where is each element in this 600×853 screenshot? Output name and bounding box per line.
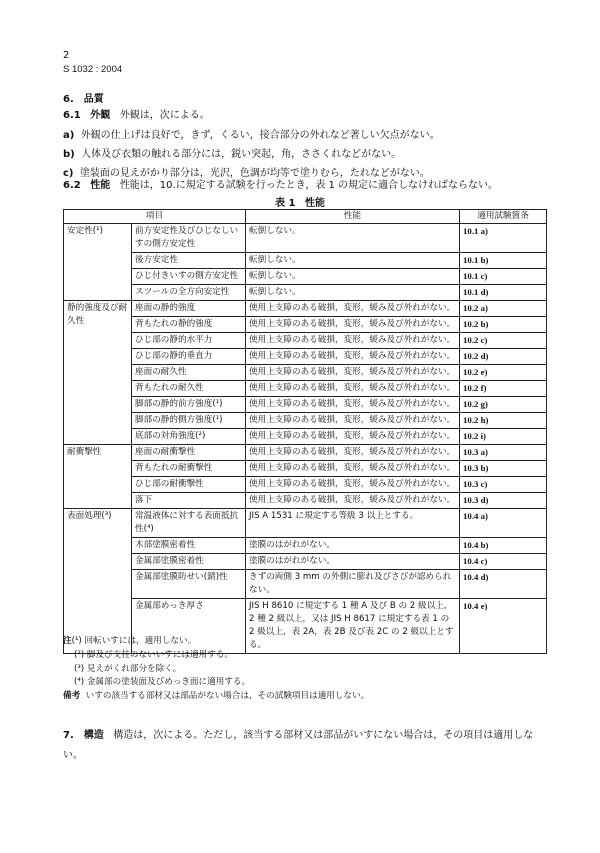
- performance-cell: JIS H 8610 に規定する 1 種 A 及び B の 2 級以上，2 種 2 級以上，又は JIS H 8617 に規定する表 1 の 2 級以上，表 2A，表 2B 及び表 2C の 2 級以上とする。: [246, 599, 460, 654]
- clause-cell: 10.4 d): [460, 570, 547, 599]
- item-cell: 脚部の静的前方強度(¹): [132, 397, 246, 413]
- item-cell: 後方安定性: [132, 253, 246, 269]
- performance-cell: 使用上支障のある破損，変形，緩み及び外れがない。: [246, 333, 460, 349]
- table-row: [64, 554, 547, 570]
- section-6-2-number: 6.2: [63, 180, 81, 191]
- clause-cell: 10.3 b): [460, 461, 547, 477]
- table-row: [64, 365, 547, 381]
- table-row: [64, 538, 547, 554]
- list-item-label: a): [63, 130, 75, 141]
- notes-label: 注: [63, 636, 72, 646]
- remark-line: [63, 690, 369, 704]
- performance-cell: 使用上支障のある破損，変形，緩み及び外れがない。: [246, 429, 460, 445]
- clause-cell: 10.2 d): [460, 349, 547, 365]
- category-cell: 安定性(¹): [64, 224, 132, 301]
- section-6-1-text: 外観は，次による。: [119, 110, 210, 121]
- performance-cell: 使用上支障のある破損，変形，緩み及び外れがない。: [246, 381, 460, 397]
- item-cell: 常温液体に対する表面抵抗性(⁴): [132, 509, 246, 538]
- table-row: [64, 224, 547, 253]
- performance-cell: JIS A 1531 に規定する等級 3 以上とする。: [246, 509, 460, 538]
- table-row: [64, 333, 547, 349]
- clause-cell: 10.3 d): [460, 493, 547, 509]
- table-row: [64, 445, 547, 461]
- performance-cell: 使用上支障のある破損，変形，緩み及び外れがない。: [246, 317, 460, 333]
- item-cell: 金属部塗膜密着性: [132, 554, 246, 570]
- category-cell: 耐衝撃性: [64, 445, 132, 509]
- clause-cell: 10.2 h): [460, 413, 547, 429]
- table-row: [64, 317, 547, 333]
- performance-cell: 転倒しない。: [246, 269, 460, 285]
- performance-cell: 転倒しない。: [246, 253, 460, 269]
- performance-cell: 塗膜のはがれがない。: [246, 538, 460, 554]
- item-cell: 座面の耐衝撃性: [132, 445, 246, 461]
- item-cell: 金属部塗膜防せい(錆)性: [132, 570, 246, 599]
- list-item-a: [63, 126, 440, 141]
- table-row: [64, 381, 547, 397]
- item-cell: スツールの全方向安定性: [132, 285, 246, 301]
- item-cell: 脚部の静的側方強度(¹): [132, 413, 246, 429]
- remark-label: 備考: [63, 691, 81, 702]
- table-row: [64, 413, 547, 429]
- category-cell: 静的強度及び耐久性: [64, 301, 132, 445]
- clause-cell: 10.3 c): [460, 477, 547, 493]
- item-cell: 木部塗膜密着性: [132, 538, 246, 554]
- performance-cell: 転倒しない。: [246, 224, 460, 253]
- clause-cell: 10.2 f): [460, 381, 547, 397]
- header-item: 項目: [64, 210, 246, 224]
- table-row: [64, 285, 547, 301]
- list-item-label: b): [63, 149, 75, 160]
- section-6-1-title: 外観: [90, 110, 111, 121]
- performance-cell: 使用上支障のある破損，変形，緩み及び外れがない。: [246, 477, 460, 493]
- table-row: [64, 253, 547, 269]
- note-text: (¹) 回転いすには，適用しない。: [71, 636, 197, 646]
- note-line: [63, 635, 369, 649]
- note-line: (³) 見えがくれ部分を除く。: [74, 663, 182, 674]
- list-item-text: 人体及び衣類の触れる部分には，鋭い突起，角，ささくれなどがない。: [81, 149, 402, 160]
- clause-cell: 10.4 e): [460, 599, 547, 654]
- table-row: [64, 397, 547, 413]
- section-6-2-text: 性能は，10.に規定する試験を行ったとき，表 1 の規定に適合しなければならない。: [119, 180, 499, 191]
- item-cell: 背もたれの耐久性: [132, 381, 246, 397]
- section-6-heading: 6. 品質: [63, 94, 104, 105]
- table-body: [64, 224, 547, 654]
- performance-cell: 使用上支障のある破損，変形，緩み及び外れがない。: [246, 397, 460, 413]
- performance-cell: きずの両側 3 mm の外側に膨れ及びさびが認められない。: [246, 570, 460, 599]
- performance-cell: 使用上支障のある破損，変形，緩み及び外れがない。: [246, 349, 460, 365]
- clause-cell: 10.1 a): [460, 224, 547, 253]
- remark-text: いすの該当する部材又は部品がない場合は，その試験項目は適用しない。: [85, 691, 370, 702]
- performance-cell: 使用上支障のある破損，変形，緩み及び外れがない。: [246, 301, 460, 317]
- list-item-text: 塗装面の見えがかり部分は，光沢，色調が均等で塗りむら，たれなどがない。: [79, 168, 430, 179]
- clause-cell: 10.1 b): [460, 253, 547, 269]
- item-cell: 落下: [132, 493, 246, 509]
- item-cell: ひじ部の静的垂直力: [132, 349, 246, 365]
- clause-cell: 10.1 c): [460, 269, 547, 285]
- item-cell: 背もたれの耐衝撃性: [132, 461, 246, 477]
- notes-block: [63, 635, 369, 704]
- table-row: [64, 461, 547, 477]
- section-6-2: [63, 176, 498, 191]
- clause-cell: 10.2 i): [460, 429, 547, 445]
- clause-cell: 10.2 c): [460, 333, 547, 349]
- section-6-1-number: 6.1: [63, 110, 81, 121]
- performance-cell: 塗膜のはがれがない。: [246, 554, 460, 570]
- section-7: [63, 726, 553, 766]
- note-line: (⁴) 金属部の塗装面及びめっき面に適用する。: [74, 677, 251, 688]
- clause-cell: 10.1 d): [460, 285, 547, 301]
- section-7-heading: 7. 構造: [63, 730, 104, 741]
- performance-cell: 使用上支障のある破損，変形，緩み及び外れがない。: [246, 413, 460, 429]
- clause-cell: 10.2 b): [460, 317, 547, 333]
- clause-cell: 10.4 a): [460, 509, 547, 538]
- table-row: [64, 509, 547, 538]
- table-row: [64, 429, 547, 445]
- item-cell: 座面の静的強度: [132, 301, 246, 317]
- performance-cell: 使用上支障のある破損，変形，緩み及び外れがない。: [246, 365, 460, 381]
- table-row: [64, 269, 547, 285]
- standard-number: S 1032 : 2004: [63, 64, 123, 75]
- table-row: [64, 301, 547, 317]
- item-cell: 座面の耐久性: [132, 365, 246, 381]
- item-cell: ひじ部の静的水平力: [132, 333, 246, 349]
- page-number: 2: [63, 50, 70, 61]
- section-6-1: [63, 106, 210, 121]
- table-caption-title: 性能: [305, 198, 325, 209]
- item-cell: 背もたれの静的強度: [132, 317, 246, 333]
- performance-cell: 転倒しない。: [246, 285, 460, 301]
- table-row: [64, 570, 547, 599]
- list-item-label: c): [63, 168, 74, 179]
- table-header-row: [64, 210, 547, 224]
- clause-cell: 10.4 b): [460, 538, 547, 554]
- category-cell: 表面処理(³): [64, 509, 132, 654]
- item-cell: ひじ部の耐衝撃性: [132, 477, 246, 493]
- performance-cell: 使用上支障のある破損，変形，緩み及び外れがない。: [246, 493, 460, 509]
- item-cell: 前方安定性及びひじなしいすの側方安定性: [132, 224, 246, 253]
- performance-table: [63, 209, 547, 654]
- item-cell: ひじ付きいすの側方安定性: [132, 269, 246, 285]
- clause-cell: 10.4 c): [460, 554, 547, 570]
- performance-cell: 使用上支障のある破損，変形，緩み及び外れがない。: [246, 445, 460, 461]
- list-item-b: [63, 145, 401, 160]
- header-performance: 性能: [246, 210, 460, 224]
- table-row: [64, 493, 547, 509]
- item-cell: 底部の対角強度(²): [132, 429, 246, 445]
- clause-cell: 10.2 g): [460, 397, 547, 413]
- table-caption: [0, 194, 600, 209]
- clause-cell: 10.2 a): [460, 301, 547, 317]
- table-row: [64, 477, 547, 493]
- clause-cell: 10.3 a): [460, 445, 547, 461]
- list-item-text: 外観の仕上げは良好で，きず，くるい，接合部分の外れなど著しい欠点がない。: [80, 130, 440, 141]
- item-cell: 金属部めっき厚さ: [132, 599, 246, 654]
- table-row: [64, 349, 547, 365]
- performance-cell: 使用上支障のある破損，変形，緩み及び外れがない。: [246, 461, 460, 477]
- table-caption-label: 表 1: [275, 198, 296, 209]
- header-clause: 適用試験箇条: [460, 210, 547, 224]
- clause-cell: 10.2 e): [460, 365, 547, 381]
- section-6-2-title: 性能: [90, 180, 111, 191]
- note-line: (²) 脚及び支柱のないいすには適用する。: [74, 649, 233, 660]
- section-7-text: 構造は，次による。ただし，該当する部材又は部品がいすにない場合は，その項目は適用しない。: [63, 730, 534, 761]
